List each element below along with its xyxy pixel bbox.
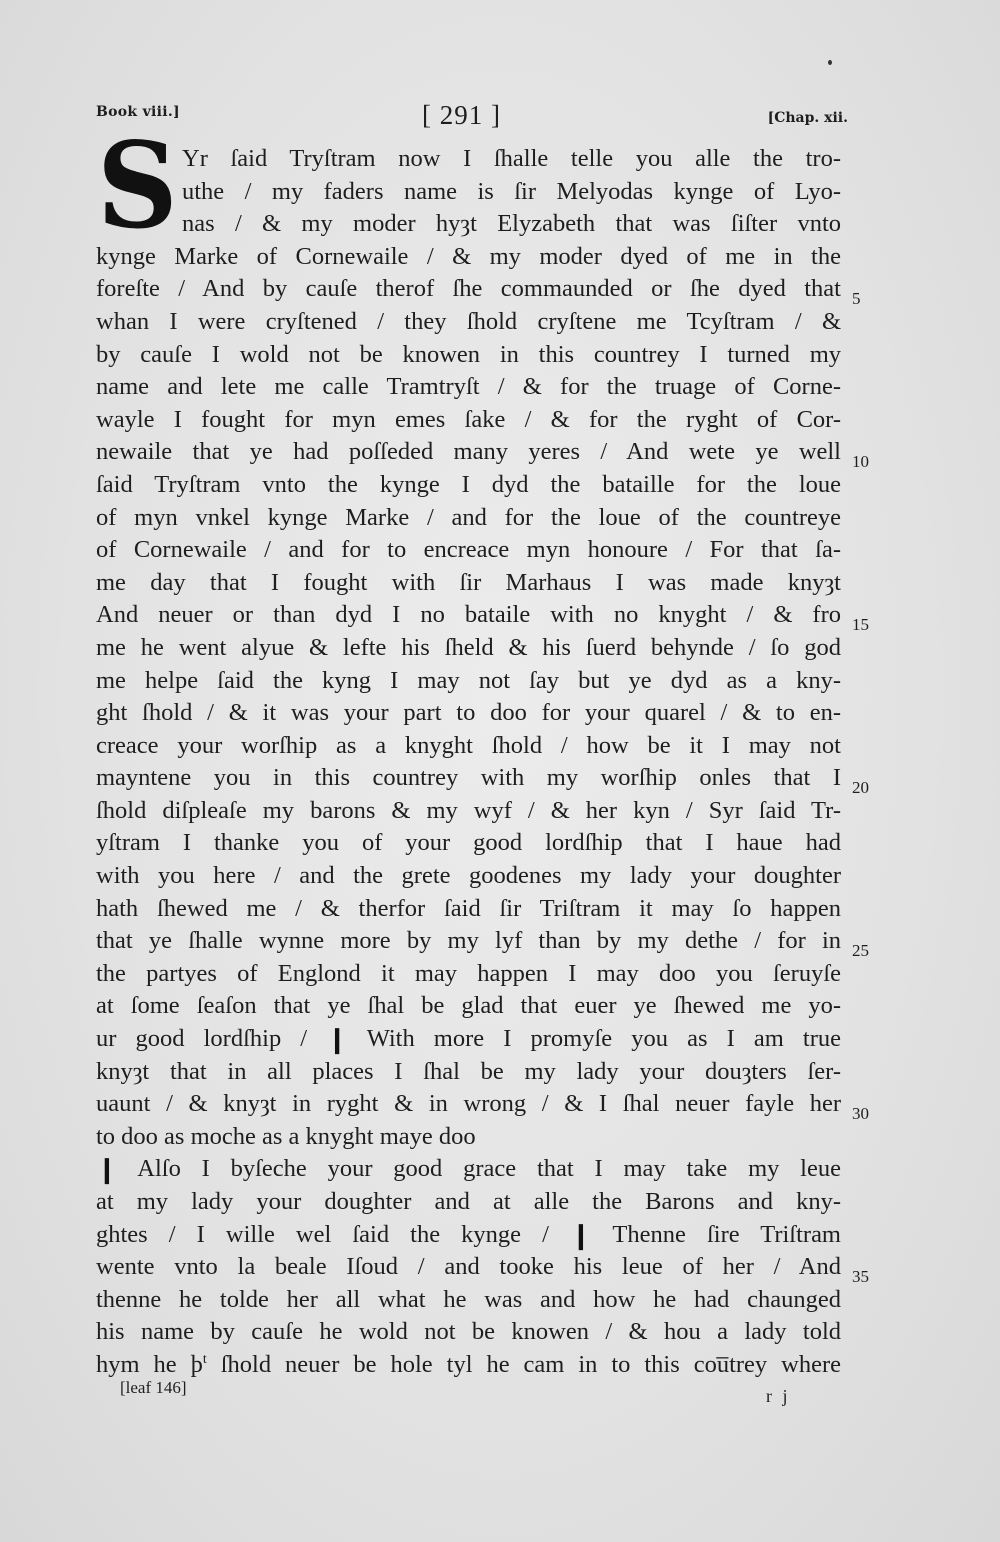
text-line: ſaid Tryſtram vnto the kynge I dyd the bataille for the loue [96,470,841,498]
line-number: 15 [852,615,869,634]
text-segment: ſhold neuer be hole tyl he cam in to this cou̅trey where [220,1350,841,1378]
text-line: me he went alyue & lefte his ſheld & his ſuerd behynde / ſo god [96,633,841,661]
text-line: ght ſhold / & it was your part to doo for your quarel / & to en- [96,699,841,727]
text-segment: ur good lordſhip / [96,1025,308,1053]
text-segment: hym he þ [96,1350,203,1378]
text-line: name and lete me calle Tramtryſt / & for the truage of Corne- [96,373,841,401]
text-line [96,1349,841,1382]
drop-cap-initial: S [96,116,178,255]
leaf-reference: [leaf 146] [120,1378,187,1397]
text-line: by cauſe I wold not be knowen in this countrey I turned my [96,340,841,368]
text-segment: Alſo I byſeche your good grace that I may take my leue [137,1155,841,1183]
text-line: to doo as moche as a knyght maye doo [96,1122,476,1150]
text-line: me helpe ſaid the kyng I may not ſay but ye dyd as a kny- [96,666,841,694]
line-number: 20 [852,778,869,797]
text-line: that ye ſhalle wynne more by my lyf than by my dethe / for in [96,927,841,955]
line-number: 30 [852,1104,869,1123]
text-line: at my lady your doughter and at alle the Barons and kny- [96,1188,841,1215]
text-line [96,1219,841,1252]
header-book: Book viii.] [96,104,180,120]
text-line: creace your worſhip as a knyght ſhold / how be it I may not [96,731,841,759]
line-number: 10 [852,452,869,471]
text-segment: With more I promyſe you as I am true [366,1025,841,1053]
text-line [96,1023,841,1056]
text-line: Yr ſaid Tryſtram now I ſhalle telle you alle the tro- [182,145,841,172]
running-header [96,100,848,140]
line-number: 35 [852,1267,869,1286]
text-line: ſhold diſpleaſe my barons & my wyf / & her kyn / Syr ſaid Tr- [96,796,841,824]
signature-mark: r j [766,1386,791,1406]
text-line: hath ſhewed me / & therfor ſaid ſir Triſtram it may ſo happen [96,894,841,922]
text-line: mayntene you in this countrey with my worſhip onles that I [96,764,841,792]
ink-speck [828,60,832,65]
text-line: his name by cauſe he wold not be knowen / & hou a lady told [96,1318,841,1346]
text-line: nas / & my moder hyȝt Elyzabeth that was ſiſter vnto [182,210,841,238]
superscript: t [202,1351,207,1367]
body-text [96,143,841,1382]
text-line: newaile that ye had poſſeded many yeres / And wete ye well [96,438,841,466]
text-line [96,1153,841,1186]
text-segment: ghtes / I wille wel ſaid the kynge / [96,1220,549,1248]
text-line: wayle I fought for myn emes ſake / & for the ryght of Cor- [96,405,841,433]
text-line: And neuer or than dyd I no bataile with no knyght / & fro [96,601,841,629]
text-line: of Cornewaile / and for to encreace myn honoure / For that ſa- [96,536,841,564]
pilcrow-icon: ❙ [96,1155,118,1186]
text-line: the partyes of Englond it may happen I may doo you ſeruyſe [96,959,841,987]
page-number: [ 291 ] [422,100,501,130]
text-line: whan I were cryſtened / they ſhold cryſtene me Tcyſtram / & [96,307,841,335]
text-line: knyȝt that in all places I ſhal be my lady your douȝters ſer- [96,1057,841,1085]
text-line: with you here / and the grete goodenes my lady your doughter [96,862,841,890]
line-number: 25 [852,941,869,960]
text-line: kynge Marke of Cornewaile / & my moder dyed of me in the [96,242,841,270]
text-line: yſtram I thanke you of your good lordſhip that I haue had [96,829,841,857]
pilcrow-icon: ❙ [326,1025,349,1056]
text-line: at ſome ſeaſon that ye ſhal be glad that euer ye ſhewed me yo- [96,992,841,1020]
text-segment: Thenne ſire Triſtram [612,1220,841,1248]
text-line: wente vnto la beale Iſoud / and tooke his leue of her / And [96,1253,841,1281]
header-chapter: [Chap. xii. [767,110,848,126]
text-line: me day that I fought with ſir Marhaus I was made knyȝt [96,568,841,596]
line-number: 5 [852,289,861,308]
pilcrow-icon: ❙ [570,1220,592,1251]
text-line: of myn vnkel kynge Marke / and for the loue of the countreye [96,503,841,531]
text-line: foreſte / And by cauſe therof ſhe commaunded or ſhe dyed that [96,275,841,303]
text-line: uaunt / & knyȝt in ryght & in wrong / & I ſhal neuer fayle her [96,1090,841,1118]
text-line: uthe / my faders name is ſir Melyodas kynge of Lyo- [182,177,841,205]
text-line: thenne he tolde her all what he was and how he had chaunged [96,1285,841,1313]
